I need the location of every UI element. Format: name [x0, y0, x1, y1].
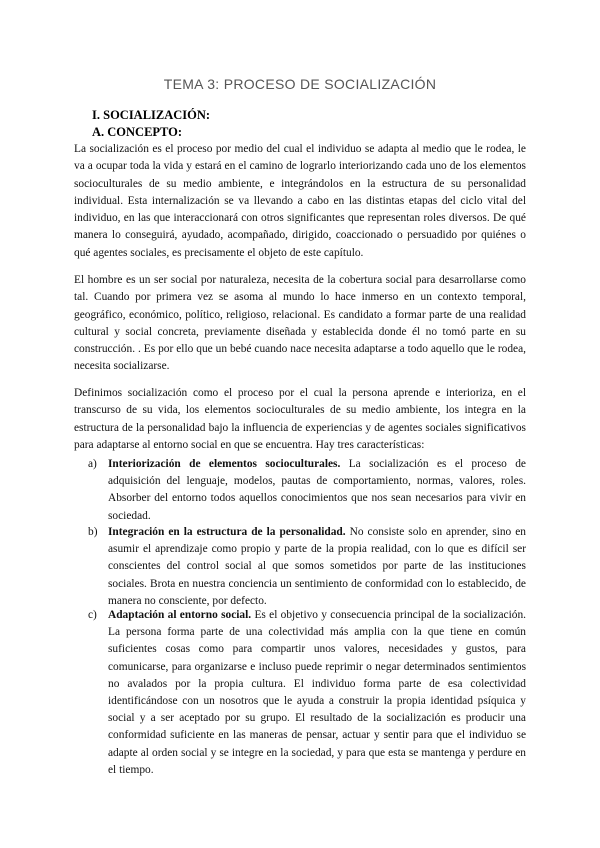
list-item-b — [88, 524, 526, 610]
subsection-heading-concepto: A. CONCEPTO: — [92, 125, 183, 139]
list-item-a — [88, 456, 526, 525]
list-item-heading: Interiorización de elementos socioculturales. — [108, 458, 341, 470]
list-marker: a) — [88, 458, 97, 470]
list-item-heading: Adaptación al entorno social. — [108, 609, 252, 621]
section-heading-socializacion: I. SOCIALIZACIÓN: — [92, 108, 211, 122]
list-body — [108, 524, 526, 610]
list-item-text: Es el objetivo y consecuencia principal de la socialización. La persona forma parte de una colectividad más amplia con la que tiene en común suficientes cosas como para compartir unos valores, necesidades y gustos, para comunicarse, para organizarse e incluso puede reprimir o negar determinados sentimientos no avalados por la propia cultura. El individuo forma parte de esa colectividad identificándose con un nosotros que le ayuda a construir la propia identidad psíquica y social y a ser aceptado por su grupo. El resultado de la socialización es producir una conformidad suficiente en las maneras de pensar, actuar y sentir para que el individuo se adapte al orden social y se integre en la sociedad, y para que esta se mantenga y perdure en el tiempo. — [108, 609, 526, 776]
paragraph-1: La socialización es el proceso por medio del cual el individuo se adapta al medio que le rodea, le va a ocupar toda la vida y estará en el camino de lograrlo interiorizando cada uno de los elementos socioculturales de su medio ambiente, e integrándolos en la estructura de su personalidad individual. Esta internalización se va llevando a cabo en las distintas etapas del ciclo vital del individuo, en las que interaccionará con otros significantes que representan roles diversos. De qué manera lo conseguirá, ayudado, acompañado, dirigido, coaccionado o persuadido por quiénes o qué agentes sociales, es precisamente el objeto de este capítulo. — [74, 143, 526, 259]
paragraph-2: El hombre es un ser social por naturaleza, necesita de la cobertura social para desarrollarse como tal. Cuando por primera vez se asoma al mundo lo hace inmerso en un contexto temporal, geográfico, económico, político, religioso, relacional. Es candidato a formar parte de una realidad cultural y social concreta, previamente diseñada y establecida donde él no tomó parte en su construcción. . Es por ello que un bebé cuando nace necesita adaptarse a todo aquello que le rodea, necesita socializarse. — [74, 274, 526, 373]
list-body — [108, 607, 526, 779]
list-marker: b) — [88, 526, 98, 538]
list-item-text: La socialización es el proceso de adquisición del lenguaje, modelos, pautas de comportamiento, normas, valores, roles. Absorber del entorno todos aquellos conocimientos que nos sean necesarios para vivir en sociedad. — [108, 458, 526, 522]
list-item-c — [88, 607, 526, 779]
list-marker: c) — [88, 609, 97, 621]
document-title: TEMA 3: PROCESO DE SOCIALIZACIÓN — [163, 76, 437, 92]
list-item-heading: Integración en la estructura de la personalidad. — [108, 526, 346, 538]
paragraph-3: Definimos socialización como el proceso por el cual la persona aprende e interioriza, en el transcurso de su vida, los elementos socioculturales de su medio ambiente, los integra en la estructura de la personalidad bajo la influencia de experiencias y de agentes sociales significativos para adaptarse al entorno social en que se encuentra. Hay tres características: — [74, 387, 526, 451]
list-item-text: No consiste solo en aprender, sino en asumir el aprendizaje como propio y parte de la propia realidad, con lo que es difícil ser conscientes del control social al que somos sometidos por parte de las instituciones sociales. Brota en nuestra conciencia un sentimiento de conformidad con lo establecido, de manera no consciente, por defecto. — [108, 526, 527, 607]
list-body — [108, 456, 526, 525]
